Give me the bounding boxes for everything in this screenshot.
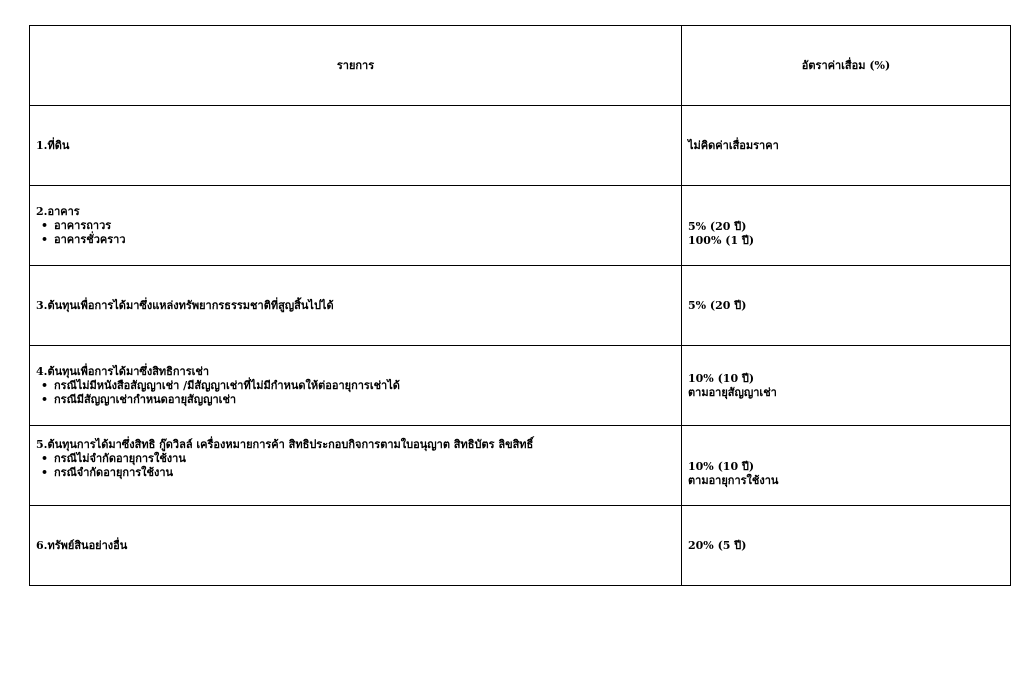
- rate-value: 10% (10 ปี): [688, 371, 755, 385]
- item-title: 6.ทรัพย์สินอย่างอื่น: [36, 538, 128, 552]
- rate-cell: [682, 346, 1011, 426]
- item-cell: [30, 106, 682, 186]
- item-title: 5.ต้นทุนการได้มาซึ่งสิทธิ กู๊ดวิลล์ เครื่องหมายการค้า สิทธิประกอบกิจการตามใบอนุญาต สิทธิบัตร ลิขสิทธิ์: [36, 437, 534, 451]
- table-row: [30, 346, 1011, 426]
- item-title: 4.ต้นทุนเพื่อการได้มาซึ่งสิทธิการเช่า: [36, 364, 210, 378]
- sub-item-list: [36, 219, 681, 247]
- table-row: [30, 266, 1011, 346]
- rate-cell: [682, 266, 1011, 346]
- sub-item: • อาคารชั่วคราว: [36, 233, 681, 247]
- table-row: [30, 186, 1011, 266]
- depreciation-table: [29, 25, 1011, 586]
- sub-item-list: [36, 452, 681, 480]
- rate-cell: [682, 426, 1011, 506]
- sub-item: • กรณีไม่มีหนังสือสัญญาเช่า /มีสัญญาเช่าที่ไม่มีกำหนดให้ต่ออายุการเช่าได้: [36, 379, 681, 393]
- rate-value: ตามอายุสัญญาเช่า: [688, 385, 777, 399]
- sub-item: • กรณีจำกัดอายุการใช้งาน: [36, 466, 681, 480]
- table-row: [30, 426, 1011, 506]
- table-row: [30, 106, 1011, 186]
- table-header-row: [30, 26, 1011, 106]
- item-cell: [30, 266, 682, 346]
- item-cell: [30, 186, 682, 266]
- rate-cell: [682, 506, 1011, 586]
- item-cell: [30, 506, 682, 586]
- rate-cell: [682, 186, 1011, 266]
- item-cell: [30, 346, 682, 426]
- item-title: 2.อาคาร: [36, 204, 80, 218]
- rate-value: 20% (5 ปี): [688, 538, 747, 552]
- sub-item: • กรณีมีสัญญาเช่ากำหนดอายุสัญญาเช่า: [36, 393, 681, 407]
- rate-value: 100% (1 ปี): [688, 233, 755, 247]
- rate-value: 5% (20 ปี): [688, 219, 747, 233]
- header-rate: อัตราค่าเสื่อม (%): [682, 26, 1011, 106]
- item-title: 1.ที่ดิน: [36, 138, 70, 152]
- sub-item: • กรณีไม่จำกัดอายุการใช้งาน: [36, 452, 681, 466]
- item-title: 3.ต้นทุนเพื่อการได้มาซึ่งแหล่งทรัพยากรธรรมชาติที่สูญสิ้นไปได้: [36, 298, 334, 312]
- rate-value: ไม่คิดค่าเสื่อมราคา: [688, 138, 779, 152]
- table-row: [30, 506, 1011, 586]
- rate-value: ตามอายุการใช้งาน: [688, 473, 779, 487]
- rate-value: 10% (10 ปี): [688, 459, 755, 473]
- header-item: รายการ: [30, 26, 682, 106]
- rate-cell: [682, 106, 1011, 186]
- sub-item: • อาคารถาวร: [36, 219, 681, 233]
- item-cell: [30, 426, 682, 506]
- sub-item-list: [36, 379, 681, 407]
- rate-value: 5% (20 ปี): [688, 298, 747, 312]
